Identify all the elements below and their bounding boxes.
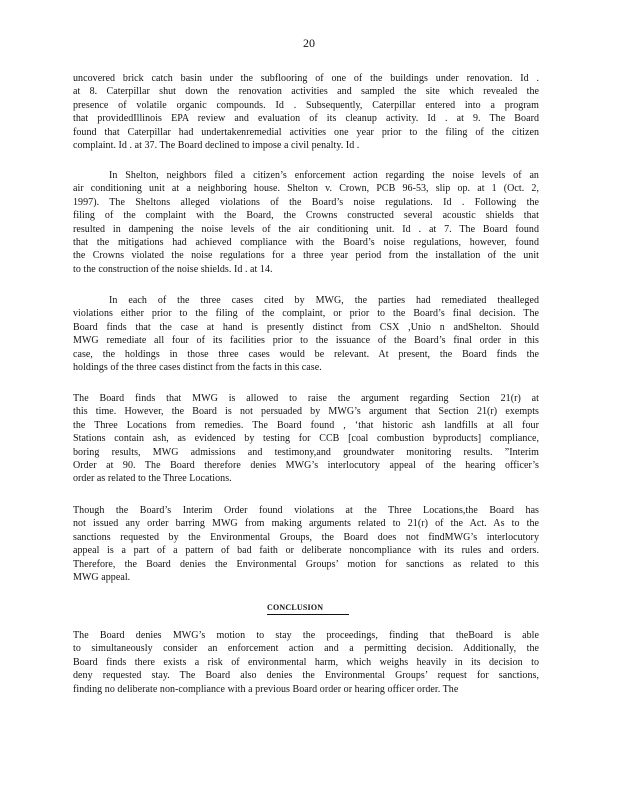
heading-underline <box>267 614 349 615</box>
page-number: 20 <box>303 36 315 50</box>
text-line: that providedIllinois EPA review and evaluation of its cleanup activity. Id . at 9. The Board <box>73 113 539 125</box>
text-line: deny requested stay. The Board also denies the Environmental Groups’ request for sanctions, <box>73 670 539 682</box>
text-line: found that Caterpillar had undertakenremedial activities one year prior to the filing of the citizen <box>73 126 539 138</box>
text-line: order as related to the Three Locations. <box>73 473 232 485</box>
text-line: finding no deliberate non-compliance with a previous Board order or hearing officer order. The <box>73 683 459 695</box>
text-line: complaint. Id . at 37. The Board declined to impose a civil penalty. Id . <box>73 139 360 151</box>
text-line: air conditioning unit at a neighboring house. Shelton v. Crown, PCB 96-53, slip op. at 1 (Oct. 2, <box>73 183 539 195</box>
text-line: to simultaneously consider an enforcement action and a permitting decision. Additionally, the <box>73 643 539 655</box>
text-line: to the construction of the noise shields. Id . at 14. <box>73 263 273 275</box>
paragraph-sanctions <box>73 504 539 584</box>
paragraph-section-21r <box>73 392 539 486</box>
text-line: sanctions requested by the Environmental Groups, the Board does not findMWG’s interlocutory <box>73 531 539 543</box>
paragraph-conclusion <box>73 629 539 696</box>
text-line: the Crowns violated the noise regulations for a three year period from the installation of the unit <box>73 250 539 262</box>
text-line: 1997). The Sheltons alleged violations of the Board’s noise regulations. Id . Following the <box>73 196 539 208</box>
text-line: presence of volatile organic compounds. Id . Subsequently, Caterpillar entered into a program <box>73 99 539 111</box>
text-line: violations either prior to the filing of the complaint, or prior to the Board’s final decision. The <box>73 308 539 320</box>
text-line: the Three Locations from remedies. The Board found , ‘that historic ash landfills at all four <box>73 419 539 431</box>
text-line: holdings of the three cases distinct from the facts in this case. <box>73 361 322 373</box>
text-line: that the mitigations had achieved compliance with the Board’s noise regulations, however, found <box>73 236 539 248</box>
text-line: MWG remediate all four of its facilities prior to the issuance of the Board’s final order in this <box>73 335 539 347</box>
text-line: In each of the three cases cited by MWG, the parties had remediated thealleged <box>109 295 539 306</box>
text-line: MWG appeal. <box>73 571 131 583</box>
paragraph-caterpillar <box>73 72 539 152</box>
text-line: not issued any order barring MWG from making arguments related to 21(r) of the Act. As to the <box>73 518 539 530</box>
text-line: uncovered brick catch basin under the subflooring of one of the buildings under renovation. Id . <box>73 73 539 84</box>
text-line: The Board finds that MWG is allowed to raise the argument regarding Section 21(r) at <box>73 393 539 404</box>
text-line: Stations contain ash, as evidenced by testing for CCB [coal combustion byproducts] compliance, <box>73 433 539 445</box>
conclusion-heading: CONCLUSION <box>267 603 324 612</box>
text-line: Order at 90. The Board therefore denies MWG’s interlocutory appeal of the hearing officer’s <box>73 459 539 471</box>
text-line: case, the holdings in those three cases would be relevant. At present, the Board finds the <box>73 348 539 360</box>
paragraph-cases-distinct <box>73 294 539 374</box>
text-line: Board finds that the case at hand is presently distinct from CSX ,Unio n andShelton. Should <box>73 321 539 333</box>
paragraph-shelton <box>73 169 539 276</box>
text-line: appeal is a part of a pattern of bad faith or deliberate noncompliance with its rules and orders. <box>73 545 539 557</box>
text-line: resulted in dampening the noise levels of the air conditioning unit. Id . at 7. The Board found <box>73 223 539 235</box>
text-line: Board finds there exists a risk of environmental harm, which weighs heavily in its decision to <box>73 656 539 668</box>
text-line: The Board denies MWG’s motion to stay the proceedings, finding that theBoard is able <box>73 630 539 641</box>
text-line: boring results, MWG admissions and testimony,and groundwater monitoring results. ”Interim <box>73 446 539 458</box>
text-line: In Shelton, neighbors filed a citizen’s enforcement action regarding the noise levels of an <box>109 170 539 181</box>
text-line: Though the Board’s Interim Order found violations at the Three Locations,the Board has <box>73 505 539 516</box>
text-line: this time. However, the Board is not persuaded by MWG’s argument that Section 21(r) exempts <box>73 406 539 418</box>
text-line: at 8. Caterpillar shut down the renovation activities and sampled the site which revealed the <box>73 86 539 98</box>
text-line: Therefore, the Board denies the Environmental Groups’ motion for sanctions as related to this <box>73 558 539 570</box>
text-line: filing of the complaint with the Board, the Crowns constructed several acoustic shields that <box>73 210 539 222</box>
